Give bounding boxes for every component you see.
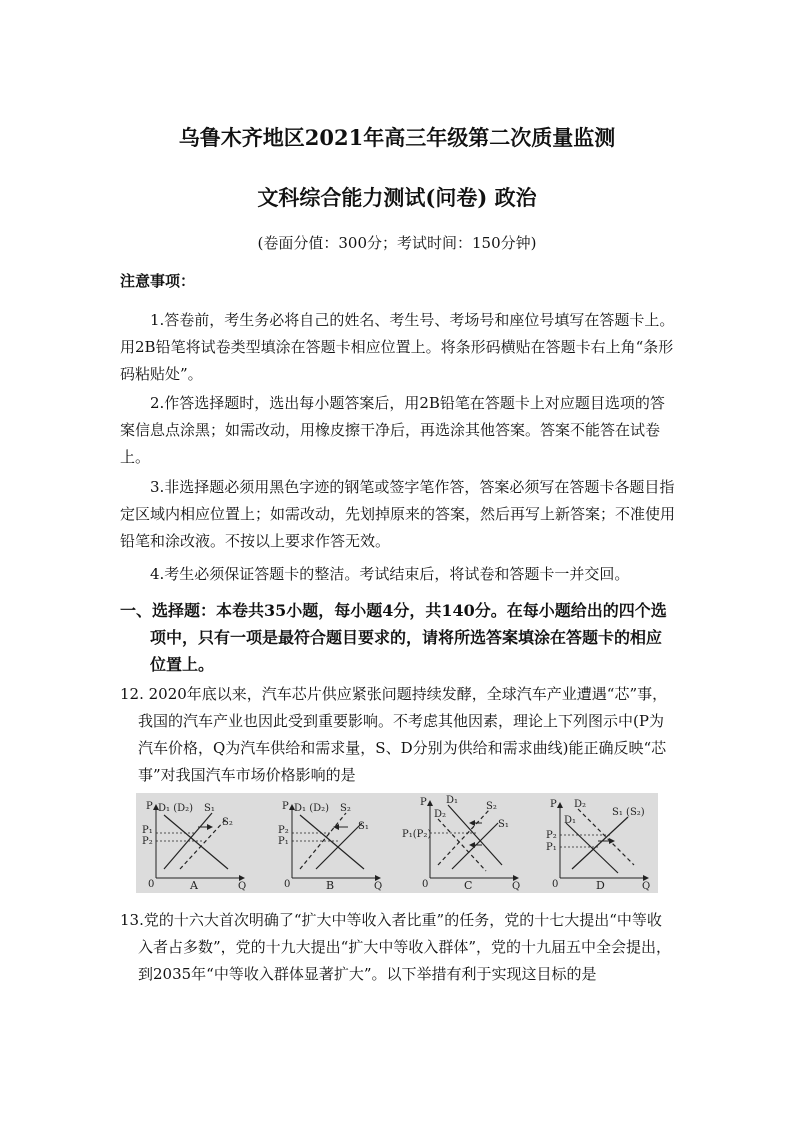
graph-c xyxy=(402,795,520,892)
question-12: 12. 2020年底以来，汽车芯片供应紧张问题持续发酵，全球汽车产业遭遇“芯”事，我国的汽车产业也因此受到重要影响。不考虑其他因素，理论上下列图示中(P为汽车价格，Q为汽车供给和需求量，S、D分别为供给和需求曲线)能正确反映“芯事”对我国汽车市场价格影响的是 xyxy=(120,685,668,784)
notice-item: 3.非选择题必须用黑色字迹的钢笔或签字笔作答，答案必须写在答题卡各题目指定区域内相应位置上；如需改动，先划掉原来的答案，然后再写上新答案；不准使用铅笔和涂改液。不按以上要求作答无效。 xyxy=(120,478,676,550)
curve-label: D₁ (D₂) xyxy=(294,803,330,814)
price-label: P₁ xyxy=(278,836,289,847)
axis-q-label: Q xyxy=(238,881,247,892)
curve-label: D₁ xyxy=(564,815,577,826)
curve-label: S₁ xyxy=(204,803,215,814)
curve-label: D₂ xyxy=(434,809,447,820)
supply-curve-s1 xyxy=(452,823,498,869)
question-13: 13.党的十六大首次明确了“扩大中等收入者比重”的任务，党的十七大提出“中等收入者占多数”，党的十九大提出“扩大中等收入群体”，党的十九届五中全会提出，到2035年“中等收入群体显著扩大”。以下举措有利于实现这目标的是 xyxy=(120,911,672,983)
notice-heading: 注意事项： xyxy=(120,272,196,290)
curve-label: S₁ xyxy=(498,819,509,830)
price-label: P₁(P₂) xyxy=(402,829,432,840)
origin-label: 0 xyxy=(552,879,559,890)
notice-item: 4.考生必须保证答题卡的整洁。考试结束后，将试卷和答题卡一并交回。 xyxy=(150,565,630,583)
demand-curve-d1 xyxy=(448,805,502,865)
exam-title: 乌鲁木齐地区2021年高三年级第二次质量监测 xyxy=(178,125,616,150)
graph-d xyxy=(546,799,650,892)
graph-letter: C xyxy=(464,879,473,892)
notice-item: 1.答卷前，考生务必将自己的姓名、考生号、考场号和座位号填写在答题卡上。用2B铅笔将试卷类型填涂在答题卡相应位置上。将条形码横贴在答题卡右上角“条形码粘贴处”。 xyxy=(120,311,675,383)
curve-label: S₁ xyxy=(358,821,369,832)
graph-letter: A xyxy=(190,879,198,892)
exam-subtitle: 文科综合能力测试(问卷) 政治 xyxy=(257,185,537,210)
graph-b xyxy=(278,801,382,892)
price-label: P₂ xyxy=(278,825,289,836)
notice-item: 2.作答选择题时，选出每小题答案后，用2B铅笔在答题卡上对应题目选项的答案信息点涂黑；如需改动，用橡皮擦干净后，再选涂其他答案。答案不能答在试卷上。 xyxy=(120,394,665,466)
curve-label: S₁ (S₂) xyxy=(612,807,645,818)
demand-curve xyxy=(300,815,364,869)
price-label: P₁ xyxy=(546,842,557,853)
section-heading: 一、选择题：本卷共35小题，每小题4分，共140分。在每小题给出的四个选项中，只有一项是最符合题目要求的，请将所选答案填涂在答题卡的相应位置上。 xyxy=(120,601,667,674)
curve-label: S₂ xyxy=(340,803,351,814)
exam-info: (卷面分值：300分；考试时间：150分钟) xyxy=(257,234,537,252)
origin-label: 0 xyxy=(422,879,429,890)
axis-q-label: Q xyxy=(642,881,651,892)
axis-q-label: Q xyxy=(512,881,521,892)
graph-letter: D xyxy=(596,879,605,892)
curve-label: D₂ xyxy=(574,799,587,810)
curve-label: S₂ xyxy=(486,801,497,812)
demand-curve xyxy=(164,815,228,869)
graph-letter: B xyxy=(326,879,335,892)
axis-p-label: P xyxy=(282,801,289,812)
origin-label: 0 xyxy=(148,879,155,890)
price-label: P₁ xyxy=(142,825,153,836)
graph-a xyxy=(142,801,246,892)
origin-label: 0 xyxy=(284,879,291,890)
axis-p-label: P xyxy=(550,799,557,810)
price-label: P₂ xyxy=(546,830,557,841)
curve-label: S₂ xyxy=(222,817,233,828)
curve-label: D₁ (D₂) xyxy=(158,803,194,814)
question-12-figure xyxy=(136,793,658,893)
curve-label: D₁ xyxy=(446,795,459,806)
price-label: P₂ xyxy=(142,836,153,847)
axis-q-label: Q xyxy=(374,881,383,892)
axis-p-label: P xyxy=(420,797,427,808)
axis-p-label: P xyxy=(146,801,153,812)
supply-curve xyxy=(572,817,628,869)
demand-curve-d1 xyxy=(566,823,618,873)
